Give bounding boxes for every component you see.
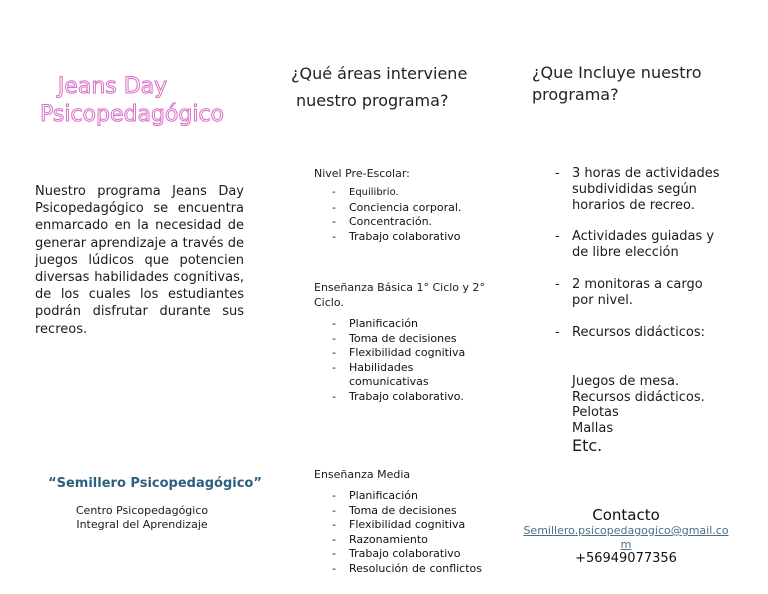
- resource-item: Mallas: [572, 420, 614, 436]
- list-item: - 2 monitoras a cargo por nivel.: [555, 277, 725, 309]
- contact-title: Contacto: [592, 506, 660, 524]
- areas-heading-line-1: ¿Qué áreas interviene: [291, 64, 468, 83]
- list-item: - Razonamiento: [332, 533, 482, 548]
- list-item: - Equilibrio.: [332, 186, 492, 201]
- centro-subtitle: [57, 504, 227, 532]
- list-item: - Actividades guiadas y de libre elección: [555, 229, 725, 261]
- areas-heading-line-2: nuestro programa?: [296, 91, 449, 110]
- preescolar-list: [332, 186, 492, 244]
- resources-list: [572, 374, 732, 456]
- resource-item: Pelotas: [572, 405, 619, 421]
- resource-etc: Etc.: [572, 436, 603, 456]
- contact-email-link[interactable]: Semillero.psicopedagogico@gmail.com: [523, 524, 729, 551]
- areas-heading: [291, 60, 511, 114]
- centro-line-1: Centro Psicopedagógico: [75, 504, 209, 517]
- program-intro-paragraph: Nuestro programa Jeans Day Psicopedagógico se encuentra enmarcado en la necesidad de generar aprendizaje a través de juegos lúdicos que potencien diversas habilidades cognitivas, de los cuales los estudiantes podrán disfrutar durante sus recreos.: [35, 184, 244, 337]
- list-item: - Planificación: [332, 489, 482, 504]
- list-item: - Planificación: [332, 317, 482, 332]
- list-item: - Conciencia corporal.: [332, 201, 492, 216]
- incluye-heading: ¿Que Incluye nuestro programa?: [532, 63, 702, 104]
- list-item: - Recursos didácticos:: [555, 325, 725, 341]
- semillero-title: “Semillero Psicopedagógico”: [48, 476, 262, 491]
- list-item: - 3 horas de actividades subdivididas según horarios de recreo.: [555, 166, 725, 213]
- brochure-outline-title: Jeans Day Psicopedagógico: [40, 74, 225, 127]
- list-item: - Flexibilidad cognitiva: [332, 346, 482, 361]
- preescolar-label: Nivel Pre-Escolar:: [314, 167, 410, 180]
- list-item: - Flexibilidad cognitiva: [332, 518, 482, 533]
- incluye-list: [555, 166, 725, 356]
- resource-item: Recursos didácticos.: [572, 389, 705, 405]
- list-item: - Toma de decisiones: [332, 332, 482, 347]
- list-item: - Toma de decisiones: [332, 504, 482, 519]
- centro-line-2: Integral del Aprendizaje: [76, 518, 208, 531]
- list-item: - Trabajo colaborativo: [332, 547, 482, 562]
- contact-phone: +56949077356: [575, 551, 677, 566]
- list-item: - Trabajo colaborativo.: [332, 390, 482, 405]
- basica-label: Enseñanza Básica 1° Ciclo y 2° Ciclo.: [314, 281, 486, 309]
- media-label: Enseñanza Media: [314, 468, 411, 481]
- list-item: - Habilidades comunicativas: [332, 361, 482, 390]
- basica-list: [332, 317, 482, 404]
- media-list: [332, 489, 482, 587]
- list-item: - Resolución de conflictos: [332, 562, 482, 577]
- resource-item: Juegos de mesa.: [572, 374, 680, 389]
- list-item: - Concentración.: [332, 215, 492, 230]
- list-item: - Trabajo colaborativo: [332, 230, 492, 245]
